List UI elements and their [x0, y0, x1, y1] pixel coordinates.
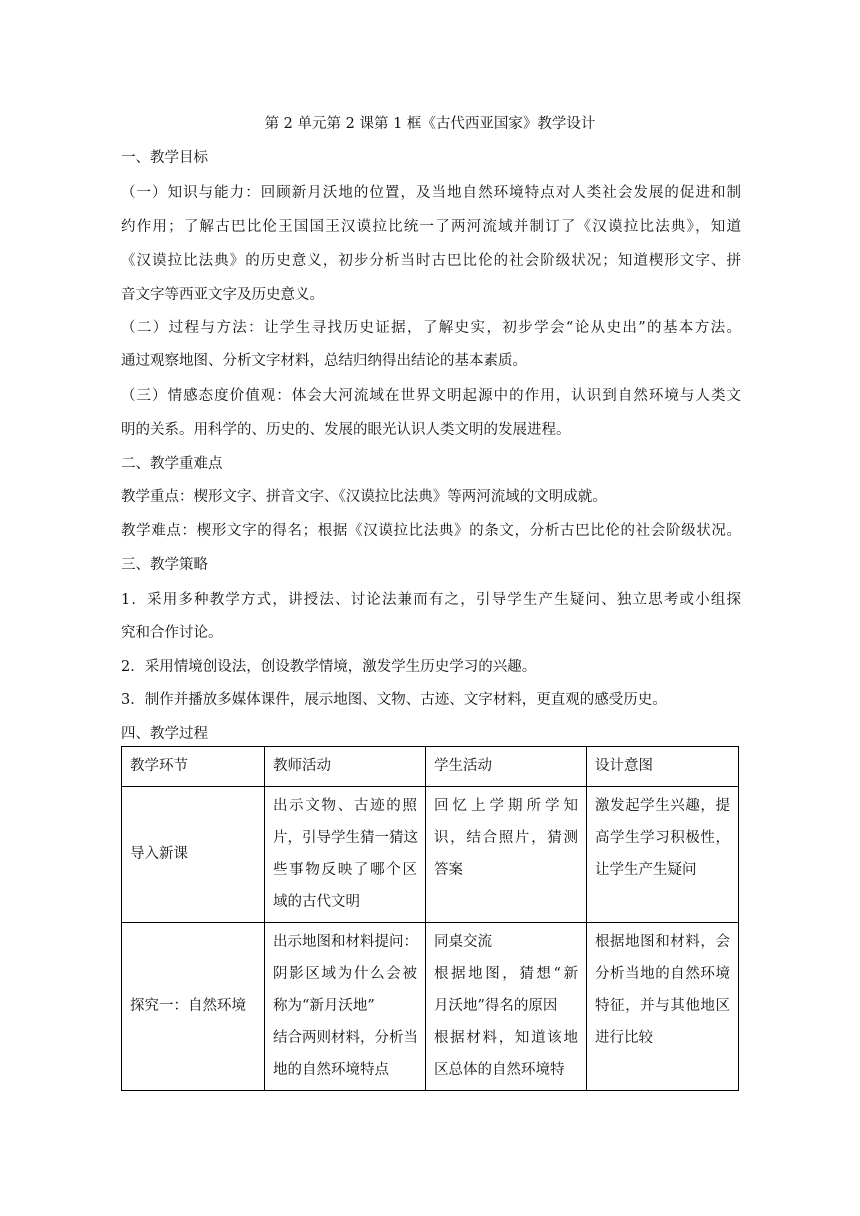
table-row [122, 787, 739, 923]
goal2-line-1: （二）过程与方法：让学生寻找历史证据，了解史实，初步学会“论从史出”的基本方法。 [121, 320, 741, 336]
cell-text-line: 结合两则材料，分析当 [273, 1030, 418, 1046]
cell-text-line: 根据地图和材料，会 [595, 934, 730, 950]
strategy-2: 2．采用情境创设法，创设教学情境，激发学生历史学习的兴趣。 [121, 659, 537, 675]
student-activity-cell [426, 787, 587, 923]
cell-text-line: 域的古代文明 [273, 894, 360, 910]
cell-text-line: 回忆上学期所学知 [434, 798, 578, 814]
cell-text-line: 阴影区域为什么会被 [273, 966, 417, 982]
header-design-intent: 设计意图 [587, 747, 739, 787]
header-student-activity: 学生活动 [426, 747, 587, 787]
key-point: 教学重点：楔形文字、拼音文字、《汉谟拉比法典》等两河流域的文明成就。 [121, 489, 607, 505]
section-heading-strategy: 三、教学策略 [121, 557, 208, 573]
cell-text-line: 激发起学生兴趣，提 [595, 798, 730, 814]
goal1-line-2: 约作用；了解古巴比伦王国国王汉谟拉比统一了两河流域并制订了《汉谟拉比法典》，知道 [121, 219, 741, 235]
cell-text-line: 出示文物、古迹的照 [273, 798, 417, 814]
cell-text-line: 让学生产生疑问 [595, 862, 697, 878]
cell-text-line: 分析当地的自然环境 [595, 966, 730, 982]
design-intent-cell [587, 923, 739, 1091]
strategy-3: 3．制作并播放多媒体课件，展示地图、文物、古迹、文字材料，更直观的感受历史。 [121, 692, 667, 708]
header-teacher-activity: 教师活动 [265, 747, 426, 787]
goal3-line-2: 明的关系。用科学的、历史的、发展的眼光认识人类文明的发展进程。 [121, 422, 571, 438]
goal3-line-1: （三）情感态度价值观：体会大河流域在世界文明起源中的作用，认识到自然环境与人类文 [121, 388, 741, 404]
student-activity-cell [426, 923, 587, 1091]
section-heading-goals: 一、教学目标 [121, 150, 208, 166]
cell-text-line: 区总体的自然环境特 [434, 1062, 565, 1078]
teacher-activity-cell [265, 787, 426, 923]
cell-text-line: 答案 [434, 862, 463, 878]
cell-text-line: 地的自然环境特点 [273, 1062, 389, 1078]
header-stage: 教学环节 [122, 747, 265, 787]
stage-cell: 探究一：自然环境 [122, 923, 265, 1091]
section-heading-process: 四、教学过程 [121, 726, 208, 742]
strategy1-line-1: 1．采用多种教学方式，讲授法、讨论法兼而有之，引导学生产生疑问、独立思考或小组探 [121, 592, 741, 608]
design-intent-cell [587, 787, 739, 923]
cell-text-line: 称为“新月沃地” [273, 998, 375, 1014]
cell-text-line: 月沃地”得名的原因 [434, 998, 558, 1014]
cell-text-line: 片，引导学生猜一猜这 [273, 830, 418, 846]
cell-text-line: 根据地图，猜想“新 [434, 966, 578, 982]
cell-text-line: 识，结合照片，猜测 [434, 830, 578, 846]
cell-text-line: 同桌交流 [434, 934, 492, 950]
cell-text-line: 些事物反映了哪个区 [273, 862, 417, 878]
cell-text-line: 出示地图和材料提问： [273, 934, 418, 950]
goal1-line-1: （一）知识与能力：回顾新月沃地的位置，及当地自然环境特点对人类社会发展的促进和制 [121, 185, 741, 201]
cell-text-line: 根据材料，知道该地 [434, 1030, 578, 1046]
difficult-point: 教学难点：楔形文字的得名；根据《汉谟拉比法典》的条文，分析古巴比伦的社会阶级状况。 [121, 523, 741, 539]
cell-text-line: 特征，并与其他地区 [595, 998, 730, 1014]
teacher-activity-cell [265, 923, 426, 1091]
table-row [122, 923, 739, 1091]
cell-text-line: 进行比较 [595, 1030, 653, 1046]
document-title: 第 2 单元第 2 课第 1 框《古代西亚国家》教学设计 [264, 116, 596, 132]
goal1-line-4: 音文字等西亚文字及历史意义。 [121, 287, 324, 303]
section-heading-key-points: 二、教学重难点 [121, 456, 223, 472]
stage-cell: 导入新课 [122, 787, 265, 923]
teaching-process-table [121, 746, 739, 1091]
table-header-row [122, 747, 739, 787]
goal2-line-2: 通过观察地图、分析文字材料，总结归纳得出结论的基本素质。 [121, 353, 527, 369]
cell-text-line: 高学生学习积极性， [595, 830, 730, 846]
goal1-line-3: 《汉谟拉比法典》的历史意义，初步分析当时古巴比伦的社会阶级状况；知道楔形文字、拼 [121, 253, 741, 269]
strategy1-line-2: 究和合作讨论。 [121, 625, 223, 641]
